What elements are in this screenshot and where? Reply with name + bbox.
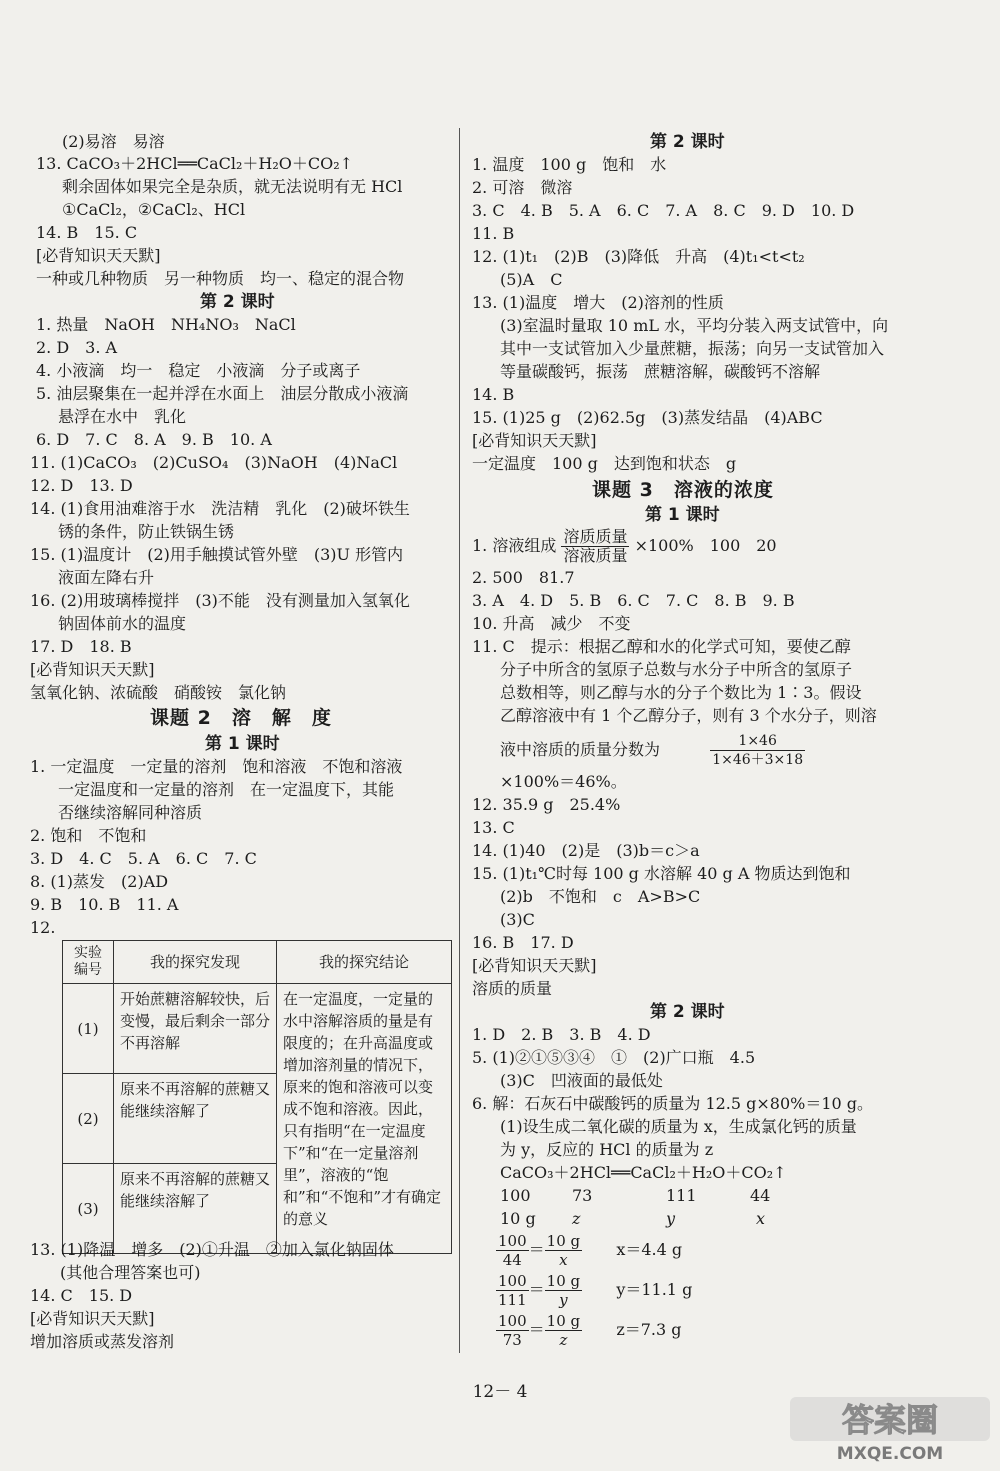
answer-line: 9. B 10. B 11. A <box>30 895 179 914</box>
table-cell-num: (3) <box>63 1164 114 1254</box>
answer-line: (2)易溶 易溶 <box>62 132 165 151</box>
answer-line: 否继续溶解同种溶质 <box>58 803 203 822</box>
watermark-icon <box>788 1395 993 1465</box>
knowledge-heading: [必背知识天天默] <box>472 431 597 450</box>
fraction-denominator: 111 <box>498 1291 527 1309</box>
fraction-numerator: 100 <box>498 1272 527 1290</box>
fraction-denominator: y <box>559 1291 568 1309</box>
answer-line: 2. 可溶 微溶 <box>472 178 573 197</box>
proportion-result: z＝7.3 g <box>616 1320 682 1339</box>
table-header-find: 我的探究发现 <box>114 941 277 984</box>
answer-line: (5)A C <box>500 270 563 289</box>
answer-line: 锈的条件，防止铁锅生锈 <box>58 522 235 541</box>
answer-line: 1. 一定温度 一定量的溶剂 饱和溶液 不饱和溶液 <box>30 757 403 776</box>
answer-line: 为 y，反应的 HCl 的质量为 z <box>500 1140 714 1159</box>
answer-line: (2)b 不饱和 c A>B>C <box>500 887 701 906</box>
answer-line: 12. <box>30 918 56 937</box>
lesson-heading: 第 1 课时 <box>645 505 720 525</box>
fraction-numerator: 100 <box>498 1312 527 1330</box>
proportion-result: y＝11.1 g <box>616 1280 693 1299</box>
answer-line: 2. 饱和 不饱和 <box>30 826 147 845</box>
answer-line: 1. 温度 100 g 饱和 水 <box>472 155 667 174</box>
variable: z <box>572 1209 581 1228</box>
fraction-denominator: z <box>559 1331 568 1349</box>
fraction-numerator: 10 g <box>546 1232 581 1250</box>
variable: y <box>666 1209 676 1228</box>
answer-line: 分子中所含的氢原子总数与水分子中所含的氢原子 <box>500 660 853 679</box>
answer-line: 13. (1)降温 增多 (2)①升温 ②加入氯化钠固体 <box>30 1240 394 1259</box>
answer-line: 液面左降右升 <box>58 568 155 587</box>
answer-line: (1)设生成二氧化碳的质量为 x，生成氯化钙的质量 <box>500 1117 857 1136</box>
answer-line: 钠固体前水的温度 <box>58 614 187 633</box>
fraction-numerator: 溶质质量 <box>563 527 628 546</box>
variable: x <box>756 1209 766 1228</box>
answer-line: 14. B 15. C <box>36 223 138 242</box>
answer-line: 11. C 提示：根据乙醇和水的化学式可知，要使乙醇 <box>472 637 851 656</box>
equation-line: CaCO₃＋2HCl══CaCl₂＋H₂O＋CO₂↑ <box>500 1163 787 1182</box>
fraction-numerator: 10 g <box>546 1272 581 1290</box>
answer-line: (3)C 凹液面的最低处 <box>500 1071 663 1090</box>
answer-line: 14. (1)食用油难溶于水 洗洁精 乳化 (2)破坏铁生 <box>30 499 410 518</box>
topic-heading: 课题 3 溶液的浓度 <box>592 479 774 501</box>
page-number: 12－ 4 <box>472 1382 528 1402</box>
answer-line: 13. CaCO₃＋2HCl══CaCl₂＋H₂O＋CO₂↑ <box>36 154 354 173</box>
proportion-fraction <box>496 1272 529 1309</box>
answer-line: 剩余固体如果完全是杂质，就无法说明有无 HCl <box>62 177 403 196</box>
proportion-fraction <box>496 1312 529 1349</box>
table-header-num: 实验编号 <box>63 941 114 984</box>
answer-line: 等量碳酸钙，振荡 蔗糖溶解，碳酸钙不溶解 <box>500 362 821 381</box>
answer-line: 8. (1)蒸发 (2)AD <box>30 872 169 891</box>
answer-line: ①CaCl₂，②CaCl₂、HCl <box>62 200 246 219</box>
molar-mass: 44 <box>750 1186 771 1205</box>
table-cell-find: 原来不再溶解的蔗糖又能继续溶解了 <box>114 1074 277 1164</box>
knowledge-heading: [必背知识天天默] <box>30 1309 155 1328</box>
answer-line: 15. (1)温度计 (2)用手触摸试管外壁 (3)U 形管内 <box>30 545 404 564</box>
answer-line: 5. 油层聚集在一起并浮在水面上 油层分散成小液滴 <box>36 384 409 403</box>
answer-line: 16. B 17. D <box>472 933 574 952</box>
mass-fraction <box>710 732 805 769</box>
answer-line: (3)C <box>500 910 535 929</box>
answer-line: 乙醇溶液中有 1 个乙醇分子，则有 3 个水分子，则溶 <box>500 706 877 725</box>
formula-prefix: 液中溶质的质量分数为 <box>500 740 661 759</box>
table-header-concl: 我的探究结论 <box>277 941 452 984</box>
watermark-cn: 答案圈 <box>841 1401 939 1439</box>
answer-line: (其他合理答案也可) <box>60 1263 201 1282</box>
answer-line: 其中一支试管加入少量蔗糖，振荡；向另一支试管加入 <box>500 339 885 358</box>
watermark-logo <box>788 1395 993 1465</box>
proportion-fraction <box>545 1312 582 1349</box>
answer-line: 14. (1)40 (2)是 (3)b＝c＞a <box>472 841 700 860</box>
answer-line: 15. (1)25 g (2)62.5g (3)蒸发结晶 (4)ABC <box>472 408 823 427</box>
answer-line: 15. (1)t₁℃时每 100 g 水溶解 40 g A 物质达到饱和 <box>472 864 851 883</box>
fraction-denominator: x <box>559 1251 568 1269</box>
answer-line: 5. (1)②①⑤③④ ① (2)广口瓶 4.5 <box>472 1048 756 1067</box>
table-cell-find: 原来不再溶解的蔗糖又能继续溶解了 <box>114 1164 277 1254</box>
table-cell-concl: 在一定温度，一定量的水中溶解溶质的量是有限度的；在升高温度或增加溶剂量的情况下，原来的饱和溶液可以变成不饱和溶液。因此，只有指明“在一定温度下”和“在一定量溶剂里”，溶液的“饱和”和“不饱和”才有确定的意义 <box>277 984 452 1254</box>
lesson-heading: 第 1 课时 <box>205 734 280 754</box>
answer-line: 11. (1)CaCO₃ (2)CuSO₄ (3)NaOH (4)NaCl <box>30 453 398 472</box>
fraction-numerator: 1×46 <box>710 732 805 751</box>
table-cell-find: 开始蔗糖溶解较快，后变慢，最后剩余一部分不再溶解 <box>114 984 277 1074</box>
fraction-denominator: 73 <box>502 1331 522 1349</box>
table-cell-num: (2) <box>63 1074 114 1164</box>
formula-suffix: ×100% 100 20 <box>634 536 777 555</box>
answer-line: 3. C 4. B 5. A 6. C 7. A 8. C 9. D 10. D <box>472 201 855 220</box>
fraction-numerator: 100 <box>498 1232 527 1250</box>
proportion-fraction <box>545 1232 582 1269</box>
answer-line: 1. D 2. B 3. B 4. D <box>472 1025 651 1044</box>
answer-line: 一定温度 100 g 达到饱和状态 g <box>472 454 737 473</box>
fraction-denominator: 溶液质量 <box>563 546 628 565</box>
answer-line <box>500 732 805 769</box>
answer-line <box>472 528 777 565</box>
answer-line: 一定温度和一定量的溶剂 在一定温度下，其能 <box>58 780 395 799</box>
proportion-fraction <box>496 1232 529 1269</box>
proportion-result: x＝4.4 g <box>616 1240 683 1259</box>
lesson-heading: 第 2 课时 <box>650 1002 725 1022</box>
answer-line: 溶质的质量 <box>472 979 553 998</box>
answer-line: 14. B <box>472 385 515 404</box>
lesson-heading: 第 2 课时 <box>200 292 275 312</box>
answer-line: 11. B <box>472 224 515 243</box>
answer-line: 4. 小液滴 均一 稳定 小液滴 分子或离子 <box>36 361 361 380</box>
experiment-table <box>62 940 452 1254</box>
fraction-denominator: 44 <box>502 1251 522 1269</box>
knowledge-heading: [必背知识天天默] <box>472 956 597 975</box>
answer-line: 12. D 13. D <box>30 476 133 495</box>
proportion-line: $\frac{100}{111}$ ＝ $\frac{10 g}{y}$ y＝11.1 g <box>498 1272 693 1309</box>
answer-line: (3)室温时量取 10 mL 水，平均分装入两支试管中，向 <box>500 316 889 335</box>
knowledge-heading: [必背知识天天默] <box>36 246 161 265</box>
answer-line: 12. (1)t₁ (2)B (3)降低 升高 (4)t₁<t<t₂ <box>472 247 805 266</box>
proportion-line: $\frac{100}{44}$ ＝ $\frac{10 g}{x}$ x＝4.4 g <box>498 1232 683 1269</box>
molar-mass: 73 <box>572 1186 593 1205</box>
answer-line: 悬浮在水中 乳化 <box>58 407 187 426</box>
answer-line: 总数相等，则乙醇与水的分子个数比为 1∶3。假设 <box>500 683 862 702</box>
answer-line: 16. (2)用玻璃棒搅拌 (3)不能 没有测量加入氢氧化 <box>30 591 410 610</box>
formula-prefix: 1. 溶液组成 <box>472 536 557 555</box>
variable: 10 g <box>500 1209 536 1228</box>
fraction-denominator: 1×46＋3×18 <box>712 752 804 768</box>
answer-line: 13. C <box>472 818 515 837</box>
proportion-line: $\frac{100}{73}$ ＝ $\frac{10 g}{z}$ z＝7.3 g <box>498 1312 682 1349</box>
answer-line: 3. A 4. D 5. B 6. C 7. C 8. B 9. B <box>472 591 795 610</box>
answer-line: 增加溶质或蒸发溶剂 <box>30 1332 175 1351</box>
answer-line: 6. D 7. C 8. A 9. B 10. A <box>36 430 272 449</box>
topic-heading: 课题 2 溶 解 度 <box>150 707 332 729</box>
molar-mass: 100 <box>500 1186 531 1205</box>
lesson-heading: 第 2 课时 <box>650 132 725 152</box>
column-divider <box>459 128 460 1353</box>
answer-line: 3. D 4. C 5. A 6. C 7. C <box>30 849 257 868</box>
answer-line: 2. D 3. A <box>36 338 118 357</box>
answer-line: 一种或几种物质 另一种物质 均一、稳定的混合物 <box>36 269 405 288</box>
molar-mass: 111 <box>666 1186 697 1205</box>
answer-line: 2. 500 81.7 <box>472 568 575 587</box>
answer-line: 1. 热量 NaOH NH₄NO₃ NaCl <box>36 315 296 334</box>
proportion-fraction <box>545 1272 582 1309</box>
answer-line: 12. 35.9 g 25.4% <box>472 795 621 814</box>
answer-line: 氢氧化钠、浓硫酸 硝酸铵 氯化钠 <box>30 683 287 702</box>
answer-line: 6. 解：石灰石中碳酸钙的质量为 12.5 g×80%＝10 g。 <box>472 1094 874 1113</box>
answer-line: 17. D 18. B <box>30 637 132 656</box>
answer-line: 10. 升高 减少 不变 <box>472 614 631 633</box>
watermark-en: MXQE.COM <box>836 1444 944 1464</box>
knowledge-heading: [必背知识天天默] <box>30 660 155 679</box>
table-cell-num: (1) <box>63 984 114 1074</box>
concentration-fraction <box>561 528 629 565</box>
answer-line: 14. C 15. D <box>30 1286 133 1305</box>
fraction-numerator: 10 g <box>546 1312 581 1330</box>
answer-line: ×100%＝46%。 <box>500 772 627 791</box>
answer-line: 13. (1)温度 增大 (2)溶剂的性质 <box>472 293 724 312</box>
